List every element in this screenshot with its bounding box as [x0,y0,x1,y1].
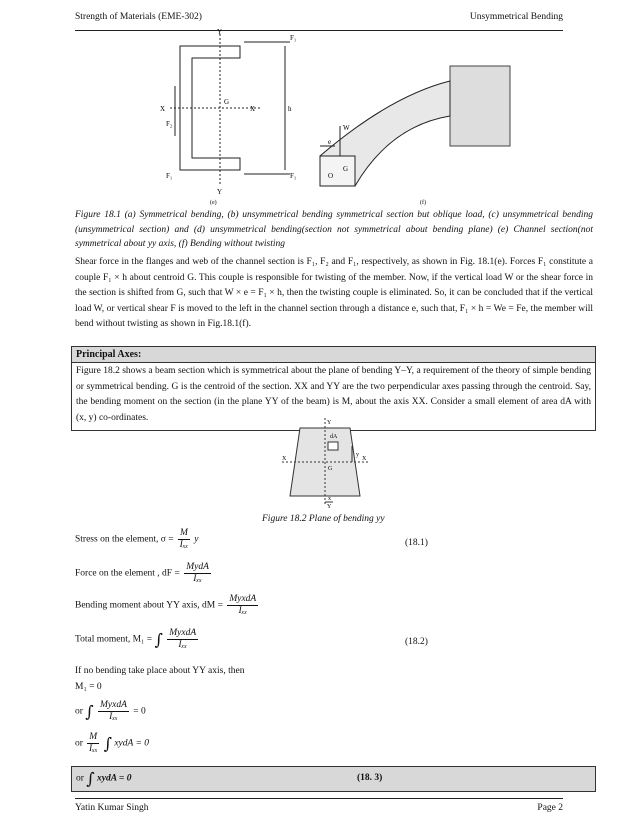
eq-stress [75,528,199,551]
eq-or-2: or $\frac{M}{\text{Iₓₓ}}$ ∫ xydA = 0 [75,732,150,754]
channel-section [170,34,290,186]
eq-number-18-1: (18.1) [405,538,428,548]
fig1-label-e-sub: (e) [210,200,217,206]
fig1-label-f1-left: F₁ [166,172,173,180]
fig2-label-x-left: X [282,456,287,462]
eq-final-expr: xydA = 0 [97,773,132,784]
figure-18-1 [140,26,520,206]
fig1-label-y-bottom: Y [217,188,223,196]
eq-total-label: Total moment, M₁ = [75,634,153,645]
eq-stress-tail: y [194,534,199,545]
eq-m1-zero: M₁ = 0 [75,682,102,692]
eq-total-frac: $\frac{\text{MyxdA}}{\text{Iₓₓ}}$ [169,628,197,650]
footer-page: Page 2 [537,803,563,813]
fig1-label-e: e [328,138,332,146]
figure-18-1-caption: Figure 18.1 (a) Symmetrical bending, (b) unsymmetrical bending symmetrical section but oblique load, (c) unsymmetrical bending (unsymmetrical section) and (d) unsymmetrical bending(section not symmetrical about bending plane) (e) Channel section(not symmetrical about yy axis, (f) Bending without twisting [75,210,593,249]
fig2-label-y-bottom: Y [327,504,332,508]
eq-if-text: If no bending take place about YY axis, then [75,666,245,676]
fig1-label-g: G [224,98,230,106]
eq-final-box [71,766,596,792]
fig1-label-f1-right: F₁ [290,172,297,180]
fig1-label-x-right: X [250,105,256,113]
fig1-label-w: W [343,124,350,132]
eq-bm-frac: $\frac{\text{MyxdA}}{\text{Iₓₓ}}$ [229,594,257,616]
eq-force [75,562,213,585]
fig2-label-x-right: X [362,456,367,462]
eq-or-1: or ∫ $\frac{\text{MyxdA}}{\text{Iₓₓ}}$ = 0 [75,700,146,722]
header-left: Strength of Materials (EME-302) [75,12,202,22]
fig1-label-g2: G [343,165,349,173]
fig1-label-f-sub: (f) [420,200,426,206]
eq-stress-frac: $\frac{M}{\text{Iₓₓ}}$ [179,528,189,550]
fig1-label-h: h [288,105,292,113]
fig1-label-f2: F₂ [166,120,173,128]
eq-total-moment: Total moment, M₁ = ∫ $\frac{\text{MyxdA}}{\text{Iₓₓ}}$ [75,628,197,650]
fig1-label-x-left: X [160,105,166,113]
footer-author: Yatin Kumar Singh [75,803,149,813]
eq-force-label: Force on the element , dF = [75,568,180,579]
fig2-label-x: x [328,496,331,502]
eq-bm-label: Bending moment about YY axis, dM = [75,600,223,611]
eq-stress-label: Stress on the element, σ = [75,534,174,545]
shear-paragraph: Shear force in the flanges and web of the channel section is F₁, F₂ and F₁, respectively, as shown in Fig. 18.1(e). Forces F₁ constitute a couple F₁ × h about centroid G. This couple is responsible for twisting of the member. Now, if the vertical load W or the shear force in the section is shifted from G, such that W × e = F₁ × h, then the twisting couple is eliminated. So, it can be concluded that if the vertical load W, or vertical shear F is moved to the left in the channel section through a distance e, such that, F₁ × h = We = Fe, the member will bend without twisting as shown in Fig.18.1(f). [75,257,593,329]
fig2-label-y-top: Y [327,420,332,426]
fig2-label-y: y [356,452,359,458]
figure-18-2 [280,418,380,508]
page-footer [75,798,563,813]
fig2-label-g: G [328,466,333,472]
eq-or2-frac: $\frac{M}{\text{Iₓₓ}}$ [88,732,98,754]
fig1-label-f1-top: F₁ [290,34,297,42]
fig2-label-da: dA [330,434,338,440]
eq-or-3: or ∫ xydA = 0 [76,769,132,788]
fig1-label-y-top: Y [217,28,223,36]
eq-force-frac: $\frac{\text{MydA}}{\text{Iₓₓ}}$ [186,562,209,584]
principal-axes-body: Figure 18.2 shows a beam section which is symmetrical about the plane of bending Y–Y, a requirement of the theory of simple bending or symmetrical bending. G is the centroid of the section. XX and YY are the two perpendicular axes passing through the centroid. Say, the bending moment on the section (in the plane YY of the beam) is M, about the axis XX. Consider a small element of area dA with (x, y) co-ordinates. [76,366,591,423]
eq-bending-moment [75,594,260,617]
principal-axes-title: Principal Axes: [72,347,595,363]
fig1-label-o: O [328,172,334,180]
eq-number-18-3: (18. 3) [357,773,383,783]
figure-18-2-caption: Figure 18.2 Plane of bending yy [262,514,385,524]
header-right: Unsymmetrical Bending [469,12,563,22]
eq-or1-frac: $\frac{\text{MyxdA}}{\text{Iₓₓ}}$ [100,700,127,722]
eq-number-18-2: (18.2) [405,637,428,647]
